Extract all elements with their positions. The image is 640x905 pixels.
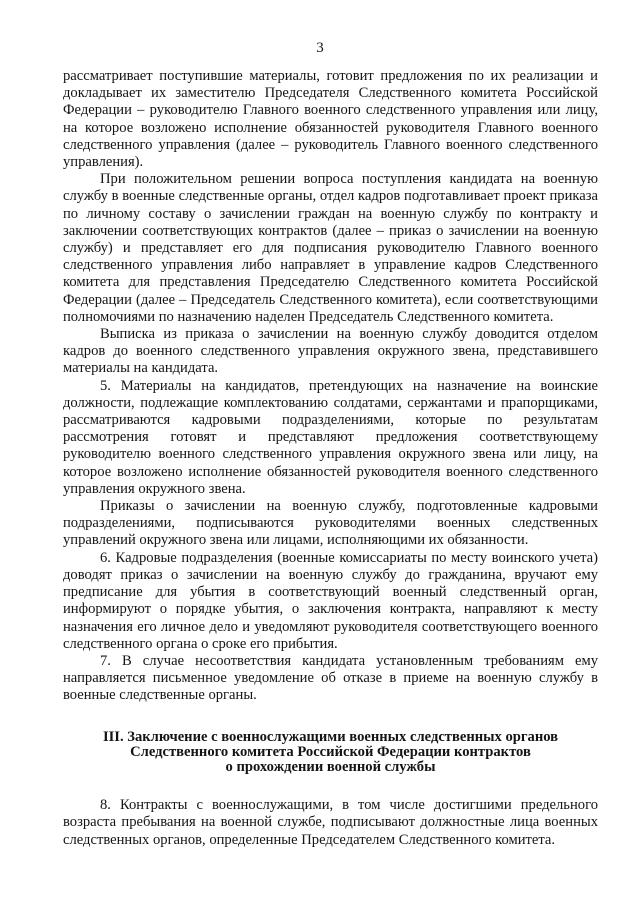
paragraph-positive-decision: При положительном решении вопроса поступления кандидата на военную службу в военные следственные органы, отдел кадров подготавливает проект приказа по личному составу о зачислении граждан на военную службу по контракту и заключении соответствующих контрактов (далее – приказ о зачислении на военную службу) и представляет его для подписания руководителю Главного военного следственного управления либо направляет в управление кадров Следственного комитета для представления Председателю Следственного комитета Российской Федерации (далее – Председатель Следственного комитета), если соответствующими полномочиями по назначению наделен Председатель Следственного комитета.	[63, 171, 598, 325]
section-heading-line-2: Следственного комитета Российской Федерации контрактов	[130, 743, 531, 760]
paragraph-item-8: 8. Контракты с военнослужащими, в том числе достигшими предельного возраста пребывания на военной службе, подписывают должностные лица военных следственных органов, определенные Председателем Следственного комитета.	[63, 797, 598, 848]
section-heading-iii	[63, 730, 598, 776]
page-number: 3	[316, 40, 324, 56]
paragraph-item-5: 5. Материалы на кандидатов, претендующих на назначение на воинские должности, подлежащие комплектованию солдатами, сержантами и прапорщиками, рассматриваются кадровыми подразделениями, которые по результатам рассмотрения готовят и представляют предложения соответствующему руководителю военного следственного управления окружного звена или лицу, на которое возложено исполнение обязанностей руководителя военного следственного управления окружного звена.	[63, 377, 598, 497]
section-heading-line-3: о прохождении военной службы	[225, 758, 436, 775]
paragraph-item-7: 7. В случае несоответствия кандидата установленным требованиям ему направляется письменное уведомление об отказе в приеме на военную службу в военные следственные органы.	[63, 652, 598, 704]
document-body	[63, 68, 598, 849]
paragraph-continuation: рассматривает поступившие материалы, готовит предложения по их реализации и докладывает их заместителю Председателя Следственного комитета Российской Федерации – руководителю Главного военного следственного управления или лицу, на которое возложено исполнение обязанностей руководителя Главного военного следственного управления (далее – руководитель Главного военного следственного управления).	[63, 68, 598, 171]
paragraph-order-extract: Выписка из приказа о зачислении на военную службу доводится отделом кадров до военного следственного управления окружного звена, представившего материалы на кандидата.	[63, 326, 598, 377]
paragraph-item-6: 6. Кадровые подразделения (военные комиссариаты по месту воинского учета) доводят приказ о зачислении на военную службу до гражданина, вручают ему предписание для убытия в соответствующий военный следственный орган, информируют о порядке убытия, о заключения контракта, направляют к месту назначения его личное дело и уведомляют руководителя соответствующего военного следственного органа о сроке его прибытия.	[63, 549, 598, 652]
section-heading-line-1: III. Заключение с военнослужащими военных следственных органов	[102, 728, 559, 745]
paragraph-enrollment-orders: Приказы о зачислении на военную службу, подготовленные кадровыми подразделениями, подписываются руководителями военных следственных управлений окружного звена или лицами, исполняющими их обязанности.	[63, 498, 598, 549]
